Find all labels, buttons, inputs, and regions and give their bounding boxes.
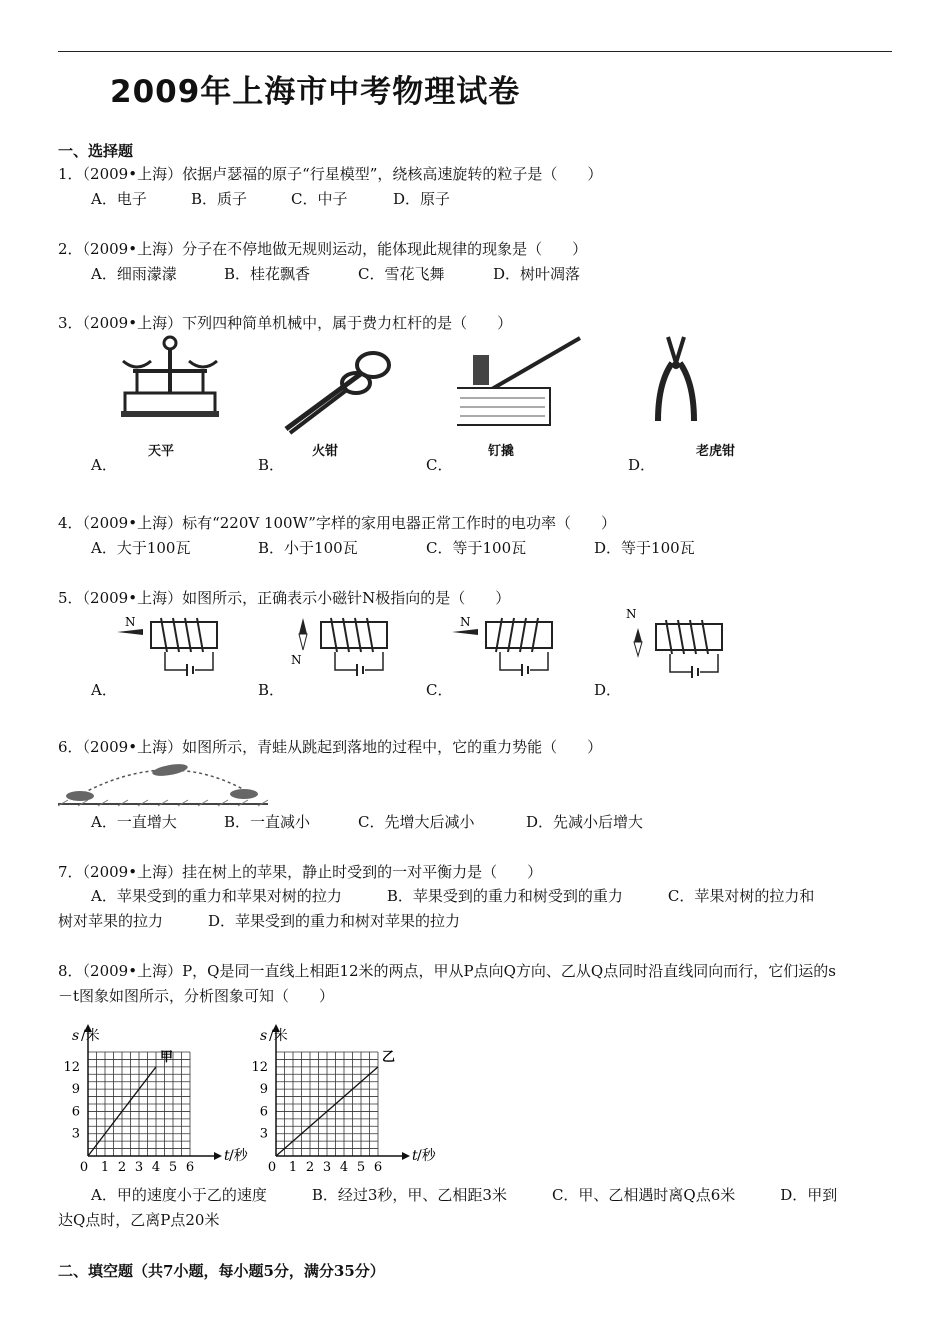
st-chart-yi [246,1008,436,1178]
q6-option-c: C．先增大后减小 [358,813,475,831]
x-tick-label: 5 [356,1160,366,1175]
q3-option-c: C． [426,456,453,474]
q3-option-d: D． [628,456,656,474]
q3-caption-c: 钉撬 [488,444,515,459]
q1-option-a: A．电子 [91,190,147,208]
x-tick-label: 4 [339,1160,349,1175]
q4-option-c: C．等于100瓦 [426,539,527,557]
q3-caption-d: 老虎钳 [696,444,736,459]
q1-option-c: C．中子 [291,190,348,208]
question-6-stem: 6．（2009•上海）如图所示，青蛙从跳起到落地的过程中，它的重力势能（ ） [58,738,603,756]
solenoid-figure-b [285,612,395,680]
y-tick-label: 9 [259,1082,268,1098]
q1-option-d: D．原子 [393,190,451,208]
balance-scale-image [115,333,225,423]
x-tick-label: 3 [134,1160,144,1175]
section-heading-1: 一、选择题 [58,142,134,160]
q5-option-d: D． [594,681,622,699]
y-tick-label: 6 [259,1104,268,1120]
y-axis-label-s: s [72,1028,80,1044]
x-axis-label-unit: /秒 [229,1148,248,1164]
q5-option-c: C． [426,681,453,699]
question-8-stem-line-1: 8．（2009•上海）P，Q是同一直线上相距12米的两点，甲从P点向Q方向、乙从Q点同时沿直线同向而行，它们运的s [58,962,836,980]
svg-text:N: N [125,615,136,629]
solenoid-figure-d [620,606,730,680]
x-axis-arrow [402,1152,410,1160]
origin-label: 0 [267,1160,277,1175]
header-rule [58,51,892,52]
series-label: 乙 [382,1049,396,1065]
q4-option-d: D．等于100瓦 [594,539,695,557]
page-title: 2009年上海市中考物理试卷 [110,74,521,110]
q2-option-d: D．树叶凋落 [493,265,581,283]
q2-option-b: B．桂花飘香 [224,265,311,283]
x-tick-label: 6 [185,1160,195,1175]
frog-jump-figure [58,756,268,808]
x-tick-label: 1 [288,1160,298,1175]
q6-option-a: A．一直增大 [91,813,177,831]
y-tick-label: 3 [259,1126,268,1142]
x-axis-label-t: t [224,1148,230,1164]
question-2-stem: 2．（2009•上海）分子在不停地做无规则运动，能体现此规律的现象是（ ） [58,240,588,258]
question-4-stem: 4．（2009•上海）标有“220V 100W”字样的家用电器正常工作时的电功率（ ） [58,514,616,532]
x-tick-label: 3 [322,1160,332,1175]
solenoid-figure-c [450,612,560,680]
y-tick-label: 12 [251,1059,268,1075]
x-axis-arrow [214,1152,222,1160]
fire-tongs-image [278,343,393,438]
q4-option-a: A．大于100瓦 [91,539,191,557]
question-5-stem: 5．（2009•上海）如图所示，正确表示小磁针N极指向的是（ ） [58,589,511,607]
q3-caption-b: 火钳 [312,444,339,459]
x-axis-label-t: t [412,1148,418,1164]
q3-option-b: B． [258,456,285,474]
y-tick-label: 12 [63,1059,80,1075]
y-axis-label-unit: /米 [269,1028,288,1044]
question-7-stem: 7．（2009•上海）挂在树上的苹果，静止时受到的一对平衡力是（ ） [58,863,543,881]
q6-option-b: B．一直减小 [224,813,311,831]
question-8-stem-line-2: －t图象如图所示，分析图象可知（ ） [58,987,335,1005]
y-axis-label-unit: /米 [81,1028,100,1044]
q5-option-a: A． [91,681,117,699]
section-heading-2: 二、填空题（共7小题，每小题5分，满分35分） [58,1262,385,1280]
q7-options-line-1: A．苹果受到的重力和苹果对树的拉力 B．苹果受到的重力和树受到的重力 C．苹果对树的拉力和 [91,887,815,905]
q8-options-line-2: 达Q点时，乙离P点20米 [58,1211,220,1229]
series-label: 甲 [160,1049,174,1065]
q6-option-d: D．先减小后增大 [526,813,644,831]
st-chart-jia [58,1008,248,1178]
question-3-stem: 3．（2009•上海）下列四种简单机械中，属于费力杠杆的是（ ） [58,314,513,332]
y-tick-label: 6 [71,1104,80,1120]
q7-options-line-2: 树对苹果的拉力 D．苹果受到的重力和树对苹果的拉力 [58,912,461,930]
x-tick-label: 4 [151,1160,161,1175]
q4-option-b: B．小于100瓦 [258,539,358,557]
svg-text:N: N [460,615,471,629]
q3-caption-a: 天平 [148,444,175,459]
pliers-image [650,333,700,428]
q5-option-b: B． [258,681,285,699]
x-tick-label: 2 [117,1160,127,1175]
svg-text:N: N [291,653,302,667]
q8-options-line-1: A．甲的速度小于乙的速度 B．经过3秒，甲、乙相距3米 C．甲、乙相遇时离Q点6米 D．甲到 [91,1186,838,1204]
q1-option-b: B．质子 [191,190,248,208]
x-axis-label-unit: /秒 [417,1148,436,1164]
x-tick-label: 6 [373,1160,383,1175]
y-axis-label-s: s [260,1028,268,1044]
q2-option-c: C．雪花飞舞 [358,265,445,283]
nail-pry-image [455,333,585,428]
q3-option-a: A． [91,456,117,474]
y-tick-label: 9 [71,1082,80,1098]
question-1-stem: 1．（2009•上海）依据卢瑟福的原子“行星模型”，绕核高速旋转的粒子是（ ） [58,165,603,183]
origin-label: 0 [79,1160,89,1175]
svg-text:N: N [626,607,637,621]
x-tick-label: 2 [305,1160,315,1175]
solenoid-figure-a [115,612,225,680]
q2-option-a: A．细雨濛濛 [91,265,177,283]
y-tick-label: 3 [71,1126,80,1142]
x-tick-label: 1 [100,1160,110,1175]
x-tick-label: 5 [168,1160,178,1175]
